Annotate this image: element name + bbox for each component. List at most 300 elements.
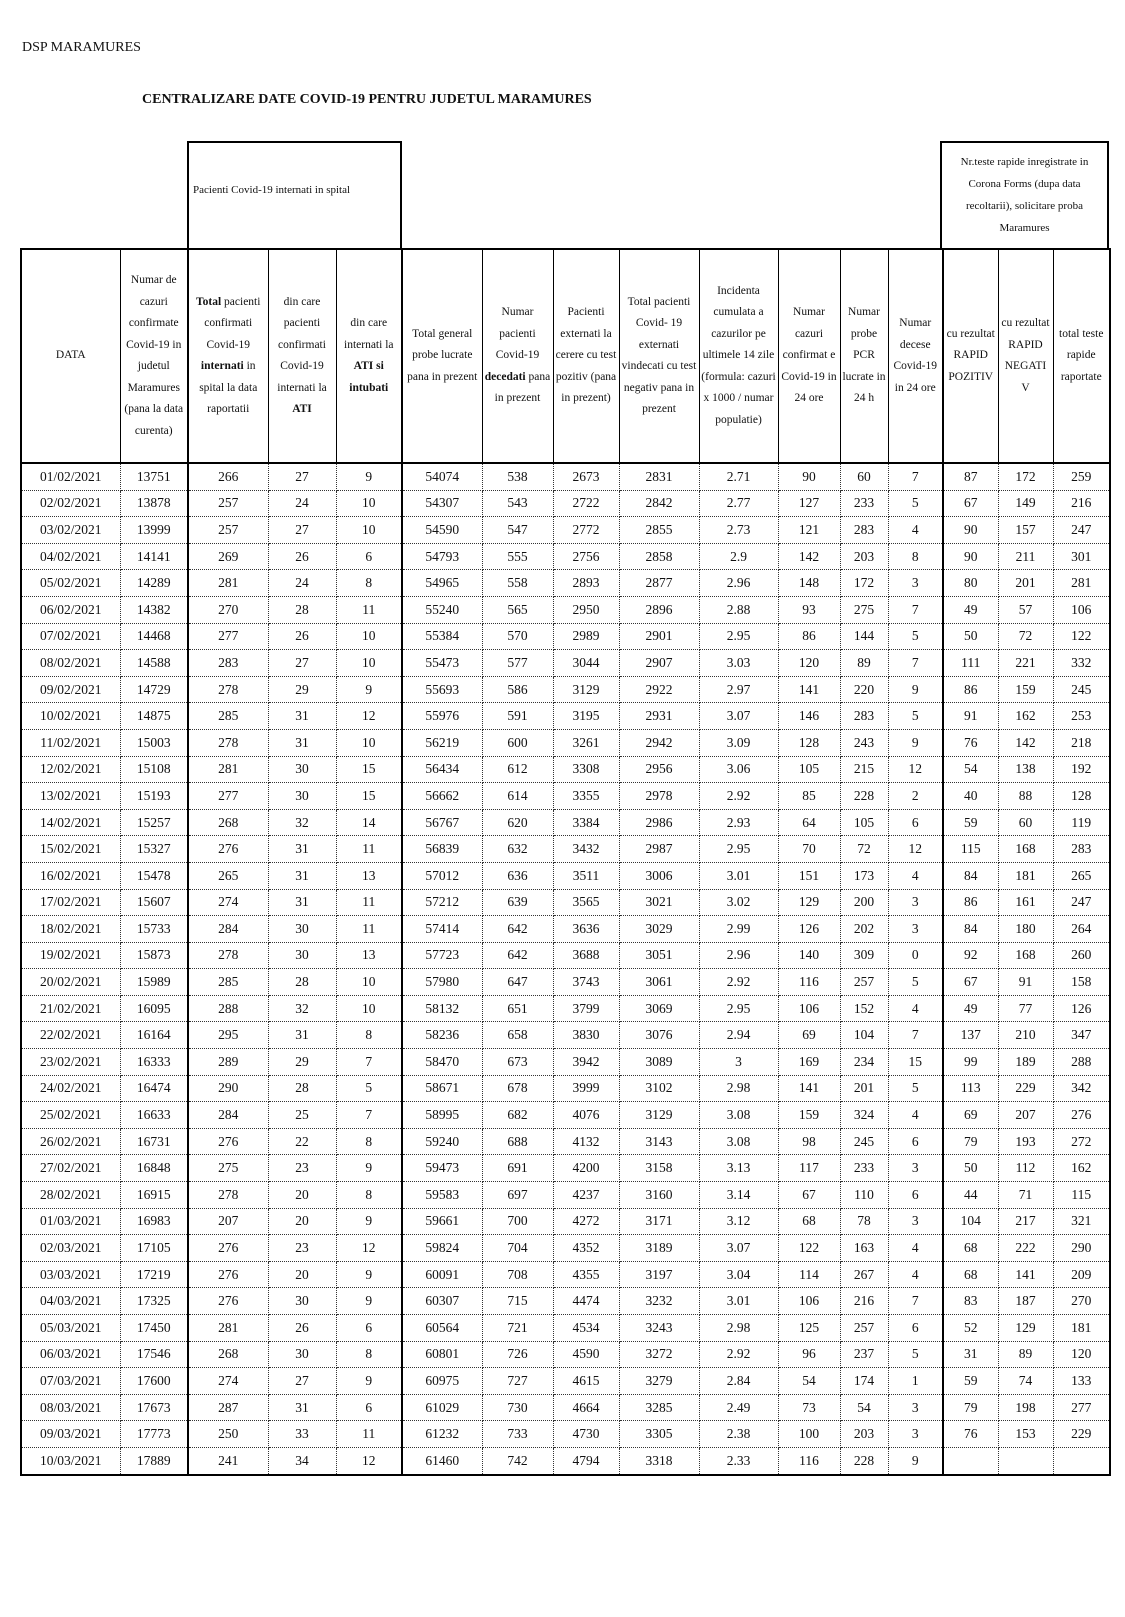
value-cell: 234	[840, 1049, 888, 1076]
value-cell: 321	[1053, 1208, 1110, 1235]
value-cell: 2.93	[699, 809, 778, 836]
value-cell: 30	[268, 1288, 336, 1315]
value-cell: 30	[268, 783, 336, 810]
value-cell: 203	[840, 1421, 888, 1448]
value-cell: 6	[888, 1128, 943, 1155]
value-cell: 17673	[120, 1394, 188, 1421]
value-cell: 3384	[553, 809, 619, 836]
value-cell: 0	[888, 942, 943, 969]
value-cell: 149	[998, 490, 1053, 517]
value-cell: 276	[188, 1261, 268, 1288]
value-cell: 6	[336, 1315, 402, 1342]
value-cell: 2901	[619, 623, 699, 650]
value-cell: 284	[188, 1102, 268, 1129]
value-cell: 547	[482, 517, 553, 544]
value-cell: 2756	[553, 543, 619, 570]
value-cell: 60975	[402, 1368, 482, 1395]
value-cell: 30	[268, 942, 336, 969]
value-cell: 726	[482, 1341, 553, 1368]
value-cell: 127	[778, 490, 840, 517]
value-cell: 168	[998, 942, 1053, 969]
value-cell: 2722	[553, 490, 619, 517]
value-cell: 218	[1053, 729, 1110, 756]
value-cell: 3197	[619, 1261, 699, 1288]
value-cell: 708	[482, 1261, 553, 1288]
value-cell: 4237	[553, 1182, 619, 1209]
date-cell: 16/02/2021	[21, 862, 120, 889]
table-row	[21, 490, 1110, 517]
value-cell: 6	[888, 809, 943, 836]
value-cell: 277	[188, 623, 268, 650]
value-cell: 116	[778, 1447, 840, 1474]
date-cell: 26/02/2021	[21, 1128, 120, 1155]
value-cell: 31	[268, 836, 336, 863]
value-cell: 11	[336, 889, 402, 916]
value-cell: 104	[943, 1208, 998, 1235]
value-cell: 245	[1053, 676, 1110, 703]
value-cell: 3830	[553, 1022, 619, 1049]
value-cell: 241	[188, 1447, 268, 1474]
value-cell: 16164	[120, 1022, 188, 1049]
value-cell: 56839	[402, 836, 482, 863]
value-cell: 49	[943, 596, 998, 623]
value-cell: 59	[943, 809, 998, 836]
table-row	[21, 1208, 1110, 1235]
value-cell: 32	[268, 995, 336, 1022]
value-cell: 259	[1053, 463, 1110, 490]
value-cell: 181	[998, 862, 1053, 889]
col-header-rapid-negative: cu rezultat RAPID NEGATI V	[998, 249, 1053, 463]
date-cell: 13/02/2021	[21, 783, 120, 810]
date-cell: 03/03/2021	[21, 1261, 120, 1288]
value-cell: 586	[482, 676, 553, 703]
value-cell: 278	[188, 676, 268, 703]
value-cell: 4615	[553, 1368, 619, 1395]
value-cell: 72	[840, 836, 888, 863]
value-cell: 29	[268, 1049, 336, 1076]
value-cell: 146	[778, 703, 840, 730]
value-cell: 50	[943, 623, 998, 650]
value-cell: 3942	[553, 1049, 619, 1076]
value-cell: 125	[778, 1315, 840, 1342]
col-header-discharged-positive: Pacienti externati la cerere cu test pozitiv (pana in prezent)	[553, 249, 619, 463]
value-cell: 140	[778, 942, 840, 969]
value-cell: 600	[482, 729, 553, 756]
value-cell: 24	[268, 570, 336, 597]
value-cell: 90	[943, 517, 998, 544]
value-cell: 642	[482, 916, 553, 943]
value-cell: 2858	[619, 543, 699, 570]
value-cell: 17219	[120, 1261, 188, 1288]
value-cell: 28	[268, 596, 336, 623]
value-cell: 3308	[553, 756, 619, 783]
table-row	[21, 650, 1110, 677]
value-cell: 274	[188, 1368, 268, 1395]
value-cell: 3688	[553, 942, 619, 969]
value-cell: 55240	[402, 596, 482, 623]
value-cell: 636	[482, 862, 553, 889]
value-cell: 233	[840, 490, 888, 517]
value-cell: 4132	[553, 1128, 619, 1155]
value-cell: 93	[778, 596, 840, 623]
value-cell: 688	[482, 1128, 553, 1155]
value-cell: 120	[1053, 1341, 1110, 1368]
value-cell: 278	[188, 942, 268, 969]
value-cell: 290	[188, 1075, 268, 1102]
value-cell: 17105	[120, 1235, 188, 1262]
value-cell: 31	[268, 729, 336, 756]
value-cell: 73	[778, 1394, 840, 1421]
value-cell: 283	[1053, 836, 1110, 863]
table-row	[21, 836, 1110, 863]
value-cell: 281	[1053, 570, 1110, 597]
table-row	[21, 729, 1110, 756]
date-cell: 28/02/2021	[21, 1182, 120, 1209]
value-cell: 128	[778, 729, 840, 756]
value-cell: 269	[188, 543, 268, 570]
value-cell: 7	[888, 1288, 943, 1315]
value-cell: 60	[840, 463, 888, 490]
value-cell: 60	[998, 809, 1053, 836]
table-row	[21, 1049, 1110, 1076]
value-cell: 137	[943, 1022, 998, 1049]
value-cell: 3129	[619, 1102, 699, 1129]
date-cell: 04/02/2021	[21, 543, 120, 570]
value-cell: 3261	[553, 729, 619, 756]
value-cell: 289	[188, 1049, 268, 1076]
value-cell: 27	[268, 517, 336, 544]
group-header-hospital: Pacienti Covid-19 internati in spital	[187, 141, 402, 249]
value-cell: 70	[778, 836, 840, 863]
value-cell: 169	[778, 1049, 840, 1076]
value-cell: 3511	[553, 862, 619, 889]
value-cell: 8	[336, 1022, 402, 1049]
value-cell: 9	[888, 729, 943, 756]
value-cell: 6	[336, 1394, 402, 1421]
value-cell: 3.01	[699, 862, 778, 889]
value-cell: 54	[943, 756, 998, 783]
value-cell: 54	[840, 1394, 888, 1421]
value-cell: 12	[336, 703, 402, 730]
value-cell: 105	[778, 756, 840, 783]
value-cell: 278	[188, 729, 268, 756]
value-cell: 9	[336, 1368, 402, 1395]
value-cell: 26	[268, 543, 336, 570]
value-cell: 22	[268, 1128, 336, 1155]
col-header-date: DATA	[21, 249, 120, 463]
value-cell: 8	[888, 543, 943, 570]
value-cell: 3.08	[699, 1102, 778, 1129]
value-cell: 3	[888, 1208, 943, 1235]
value-cell: 10	[336, 517, 402, 544]
value-cell: 31	[268, 703, 336, 730]
value-cell: 192	[1053, 756, 1110, 783]
value-cell: 2.77	[699, 490, 778, 517]
value-cell: 281	[188, 570, 268, 597]
value-cell: 187	[998, 1288, 1053, 1315]
value-cell: 100	[778, 1421, 840, 1448]
value-cell: 704	[482, 1235, 553, 1262]
value-cell: 220	[840, 676, 888, 703]
table-row	[21, 1182, 1110, 1209]
value-cell: 324	[840, 1102, 888, 1129]
table-row	[21, 596, 1110, 623]
value-cell: 277	[188, 783, 268, 810]
value-cell: 16915	[120, 1182, 188, 1209]
value-cell: 57012	[402, 862, 482, 889]
table-row	[21, 1075, 1110, 1102]
value-cell: 14729	[120, 676, 188, 703]
value-cell: 555	[482, 543, 553, 570]
value-cell: 276	[188, 836, 268, 863]
value-cell: 2.98	[699, 1075, 778, 1102]
value-cell: 4	[888, 1261, 943, 1288]
date-cell: 02/02/2021	[21, 490, 120, 517]
value-cell: 558	[482, 570, 553, 597]
value-cell: 122	[778, 1235, 840, 1262]
date-cell: 03/02/2021	[21, 517, 120, 544]
value-cell: 84	[943, 862, 998, 889]
value-cell: 276	[188, 1288, 268, 1315]
value-cell: 207	[188, 1208, 268, 1235]
value-cell: 54307	[402, 490, 482, 517]
value-cell: 295	[188, 1022, 268, 1049]
value-cell: 697	[482, 1182, 553, 1209]
value-cell: 3.01	[699, 1288, 778, 1315]
value-cell: 168	[998, 836, 1053, 863]
value-cell: 44	[943, 1182, 998, 1209]
value-cell: 151	[778, 862, 840, 889]
value-cell: 121	[778, 517, 840, 544]
value-cell: 543	[482, 490, 553, 517]
value-cell: 9	[336, 463, 402, 490]
value-cell: 57980	[402, 969, 482, 996]
table-row	[21, 517, 1110, 544]
value-cell: 2931	[619, 703, 699, 730]
date-cell: 01/02/2021	[21, 463, 120, 490]
value-cell: 61232	[402, 1421, 482, 1448]
value-cell: 281	[188, 756, 268, 783]
value-cell: 128	[1053, 783, 1110, 810]
value-cell: 56662	[402, 783, 482, 810]
value-cell: 17889	[120, 1447, 188, 1474]
value-cell: 16848	[120, 1155, 188, 1182]
value-cell: 61460	[402, 1447, 482, 1474]
value-cell: 158	[1053, 969, 1110, 996]
value-cell: 272	[1053, 1128, 1110, 1155]
value-cell: 332	[1053, 650, 1110, 677]
value-cell: 211	[998, 543, 1053, 570]
value-cell: 106	[778, 1288, 840, 1315]
value-cell: 55473	[402, 650, 482, 677]
value-cell: 49	[943, 995, 998, 1022]
value-cell: 3044	[553, 650, 619, 677]
value-cell: 15003	[120, 729, 188, 756]
value-cell: 57723	[402, 942, 482, 969]
value-cell: 4730	[553, 1421, 619, 1448]
value-cell: 172	[998, 463, 1053, 490]
value-cell: 111	[943, 650, 998, 677]
value-cell: 3.13	[699, 1155, 778, 1182]
date-cell: 08/02/2021	[21, 650, 120, 677]
value-cell: 105	[840, 809, 888, 836]
value-cell: 274	[188, 889, 268, 916]
value-cell: 89	[998, 1341, 1053, 1368]
value-cell: 221	[998, 650, 1053, 677]
value-cell: 2.33	[699, 1447, 778, 1474]
table-row	[21, 889, 1110, 916]
value-cell: 141	[778, 1075, 840, 1102]
value-cell: 17546	[120, 1341, 188, 1368]
value-cell: 60564	[402, 1315, 482, 1342]
value-cell: 265	[188, 862, 268, 889]
value-cell	[1053, 1447, 1110, 1474]
value-cell: 301	[1053, 543, 1110, 570]
value-cell: 90	[778, 463, 840, 490]
value-cell: 3.04	[699, 1261, 778, 1288]
table-row	[21, 916, 1110, 943]
value-cell: 13	[336, 862, 402, 889]
value-cell: 20	[268, 1261, 336, 1288]
value-cell: 15193	[120, 783, 188, 810]
value-cell: 3021	[619, 889, 699, 916]
value-cell: 209	[1053, 1261, 1110, 1288]
value-cell: 15	[336, 783, 402, 810]
value-cell: 16474	[120, 1075, 188, 1102]
table-row	[21, 809, 1110, 836]
value-cell: 2.71	[699, 463, 778, 490]
value-cell: 15989	[120, 969, 188, 996]
value-cell: 55976	[402, 703, 482, 730]
value-cell: 54965	[402, 570, 482, 597]
value-cell: 250	[188, 1421, 268, 1448]
value-cell: 3285	[619, 1394, 699, 1421]
value-cell: 2.88	[699, 596, 778, 623]
value-cell: 3.12	[699, 1208, 778, 1235]
value-cell: 89	[840, 650, 888, 677]
value-cell: 3999	[553, 1075, 619, 1102]
value-cell	[943, 1447, 998, 1474]
value-cell: 715	[482, 1288, 553, 1315]
value-cell: 4794	[553, 1447, 619, 1474]
value-cell: 14	[336, 809, 402, 836]
value-cell: 2.94	[699, 1022, 778, 1049]
value-cell: 31	[268, 1022, 336, 1049]
value-cell: 52	[943, 1315, 998, 1342]
value-cell: 15733	[120, 916, 188, 943]
value-cell: 13	[336, 942, 402, 969]
value-cell: 33	[268, 1421, 336, 1448]
value-cell: 2.99	[699, 916, 778, 943]
value-cell: 16633	[120, 1102, 188, 1129]
value-cell: 60091	[402, 1261, 482, 1288]
value-cell: 13751	[120, 463, 188, 490]
value-cell: 2.98	[699, 1315, 778, 1342]
date-cell: 23/02/2021	[21, 1049, 120, 1076]
value-cell: 116	[778, 969, 840, 996]
value-cell: 4	[888, 995, 943, 1022]
value-cell: 4200	[553, 1155, 619, 1182]
value-cell: 570	[482, 623, 553, 650]
value-cell: 290	[1053, 1235, 1110, 1262]
col-header-icu: din care pacienti confirmati Covid-19 internati la ATI	[268, 249, 336, 463]
value-cell: 202	[840, 916, 888, 943]
value-cell: 56767	[402, 809, 482, 836]
value-cell: 126	[778, 916, 840, 943]
value-cell: 117	[778, 1155, 840, 1182]
value-cell: 4272	[553, 1208, 619, 1235]
value-cell: 34	[268, 1447, 336, 1474]
value-cell: 3189	[619, 1235, 699, 1262]
value-cell: 162	[998, 703, 1053, 730]
value-cell: 153	[998, 1421, 1053, 1448]
value-cell: 7	[888, 650, 943, 677]
value-cell: 2978	[619, 783, 699, 810]
value-cell: 193	[998, 1128, 1053, 1155]
value-cell: 90	[943, 543, 998, 570]
value-cell: 228	[840, 783, 888, 810]
value-cell: 61029	[402, 1394, 482, 1421]
value-cell: 161	[998, 889, 1053, 916]
value-cell: 278	[188, 1182, 268, 1209]
value-cell: 76	[943, 729, 998, 756]
date-cell: 14/02/2021	[21, 809, 120, 836]
value-cell: 173	[840, 862, 888, 889]
value-cell: 78	[840, 1208, 888, 1235]
value-cell: 309	[840, 942, 888, 969]
value-cell: 14875	[120, 703, 188, 730]
value-cell: 59473	[402, 1155, 482, 1182]
value-cell: 5	[888, 490, 943, 517]
value-cell: 3.02	[699, 889, 778, 916]
value-cell: 174	[840, 1368, 888, 1395]
value-cell: 285	[188, 969, 268, 996]
value-cell: 99	[943, 1049, 998, 1076]
value-cell: 253	[1053, 703, 1110, 730]
date-cell: 11/02/2021	[21, 729, 120, 756]
value-cell: 10	[336, 995, 402, 1022]
value-cell: 283	[840, 517, 888, 544]
value-cell: 119	[1053, 809, 1110, 836]
value-cell: 74	[998, 1368, 1053, 1395]
table-row	[21, 1368, 1110, 1395]
value-cell: 112	[998, 1155, 1053, 1182]
value-cell: 3195	[553, 703, 619, 730]
table-row	[21, 1341, 1110, 1368]
value-cell: 2.73	[699, 517, 778, 544]
value-cell: 3171	[619, 1208, 699, 1235]
value-cell: 67	[943, 969, 998, 996]
value-cell: 4	[888, 1102, 943, 1129]
value-cell: 260	[1053, 942, 1110, 969]
value-cell: 20	[268, 1182, 336, 1209]
date-cell: 05/03/2021	[21, 1315, 120, 1342]
value-cell: 54793	[402, 543, 482, 570]
value-cell: 3089	[619, 1049, 699, 1076]
value-cell: 104	[840, 1022, 888, 1049]
date-cell: 27/02/2021	[21, 1155, 120, 1182]
value-cell: 50	[943, 1155, 998, 1182]
value-cell: 3	[888, 916, 943, 943]
value-cell: 264	[1053, 916, 1110, 943]
value-cell: 2.97	[699, 676, 778, 703]
col-header-hospitalized: Total pacienti confirmati Covid-19 internati in spital la data raportatii	[188, 249, 268, 463]
value-cell: 3272	[619, 1341, 699, 1368]
value-cell: 54	[778, 1368, 840, 1395]
value-cell: 13999	[120, 517, 188, 544]
value-cell: 27	[268, 650, 336, 677]
value-cell: 3	[888, 1155, 943, 1182]
